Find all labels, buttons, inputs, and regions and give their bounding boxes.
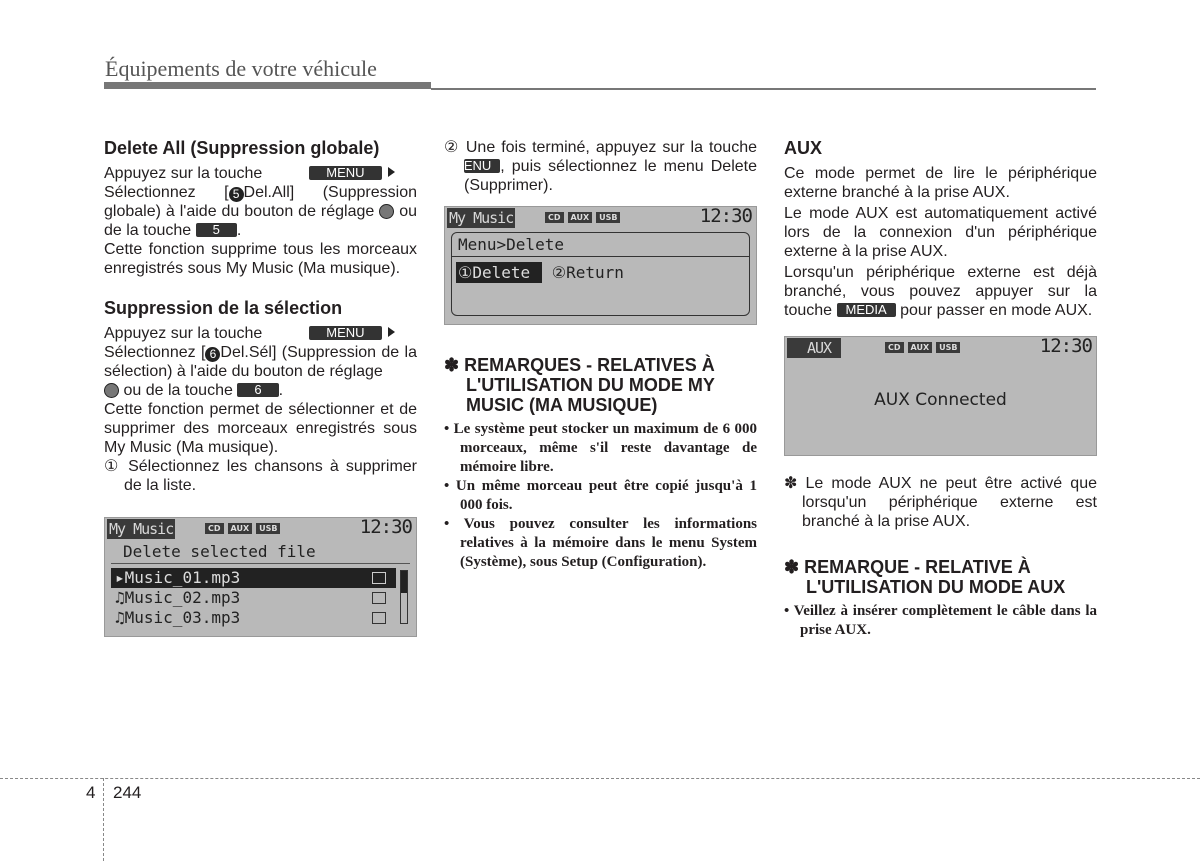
- preset-6-button-label: 6: [237, 383, 278, 397]
- aux-badge: AUX: [908, 342, 933, 353]
- usb-badge: USB: [936, 342, 960, 353]
- screen-my-music-list: [104, 517, 417, 637]
- footer-divider-vertical: [103, 778, 104, 861]
- text: .: [236, 222, 242, 239]
- cd-badge: CD: [885, 342, 904, 353]
- text: Lorsqu'un périphérique externe est déjà branché, vous pouvez appuyer sur la touche: [784, 264, 1097, 319]
- paragraph: [784, 263, 1097, 320]
- text: Appuyez sur la touche: [104, 165, 263, 182]
- aux-message: AUX Connected: [874, 390, 1007, 410]
- number-circle-icon: 5: [229, 187, 244, 202]
- cd-badge: CD: [205, 523, 224, 534]
- remark-item: • Un même morceau peut être copié jusqu'à 1 000 fois.: [444, 478, 757, 513]
- checkbox-icon: [372, 592, 386, 604]
- menu-button-label: MENU: [309, 166, 381, 180]
- arrow-right-icon: [388, 327, 395, 337]
- aux-badge: AUX: [228, 523, 253, 534]
- page-number: 244: [113, 783, 142, 802]
- file-name: Music_03.mp3: [124, 608, 241, 627]
- remark-list: [444, 420, 757, 572]
- screen-clock: 12:30: [1039, 336, 1092, 357]
- aux-badge: AUX: [568, 212, 593, 223]
- paragraph: [104, 164, 417, 240]
- chapter-number: 4: [86, 783, 96, 802]
- usb-badge: USB: [256, 523, 280, 534]
- menu-path: Menu>Delete: [452, 233, 749, 257]
- paragraph: Cette fonction supprime tous les morceaux enregistrés sous My Music (Ma musique).: [104, 241, 417, 277]
- usb-badge: USB: [596, 212, 620, 223]
- aux-note: ✽ Le mode AUX ne peut être activé que lorsqu'un périphérique externe est branché à la prise AUX.: [784, 475, 1097, 530]
- section-title-selection: Suppression de la sélection: [104, 298, 343, 318]
- column-right: [784, 138, 1097, 640]
- text: Del.All] (Suppression globale) à l'aide du bouton de réglage: [104, 184, 417, 220]
- paragraph: Le mode AUX est automatiquement activé lors de la connexion d'un périphérique externe à la prise AUX.: [784, 205, 1097, 260]
- header-rule: [104, 82, 431, 89]
- page-header-title: Équipements de votre véhicule: [105, 56, 377, 81]
- return-option: ②Return: [551, 263, 624, 282]
- step-2: [444, 138, 757, 195]
- text: Sélectionnez [: [104, 184, 229, 201]
- media-button-label: MEDIA: [837, 303, 896, 317]
- text: Appuyez sur la touche: [104, 325, 263, 342]
- screen-mode-label: My Music: [449, 209, 514, 227]
- text: Sélectionnez [: [104, 344, 206, 361]
- screen-mode-label: My Music: [109, 520, 174, 538]
- remark-title-aux: ✽ REMARQUE - RELATIVE À L'UTILISATION DU MODE AUX: [784, 557, 1066, 597]
- screen-clock: 12:30: [699, 206, 752, 227]
- remark-item: • Vous pouvez consulter les informations relatives à la mémoire dans le menu System (Système), sous Setup (Configuration).: [444, 516, 757, 570]
- tune-knob-icon: [379, 204, 394, 219]
- header-rule-thin: [431, 88, 1096, 90]
- screen-menu-delete: [444, 206, 757, 325]
- music-note-icon: ♫: [115, 588, 125, 607]
- file-name: Music_01.mp3: [124, 568, 241, 587]
- remark-item: • Le système peut stocker un maximum de 6 000 morceaux, même s'il reste davantage de mémoire libre.: [444, 421, 757, 475]
- paragraph: [104, 324, 417, 400]
- text: , puis sélectionnez le menu Delete (Supprimer).: [464, 158, 757, 194]
- preset-5-button-label: 5: [196, 223, 237, 237]
- delete-option: ①Delete: [456, 262, 542, 283]
- text: pour passer en mode AUX.: [900, 302, 1093, 319]
- play-icon: ▸: [115, 568, 125, 587]
- file-row: [111, 568, 396, 588]
- scrollbar: [400, 570, 408, 624]
- text: ② Une fois terminé, appuyez sur la touche: [444, 139, 757, 156]
- paragraph: Cette fonction permet de sélectionner et de supprimer des morceaux enregistrés sous My Music (Ma musique).: [104, 401, 417, 456]
- file-name: Music_02.mp3: [124, 588, 241, 607]
- checkbox-icon: [372, 612, 386, 624]
- menu-dialog: [451, 232, 750, 316]
- screen-clock: 12:30: [359, 517, 412, 538]
- menu-button-label: MENU: [309, 326, 381, 340]
- footer-divider: [0, 778, 1200, 779]
- step-1: ① Sélectionnez les chansons à supprimer de la liste.: [104, 458, 417, 494]
- checkbox-icon: [372, 572, 386, 584]
- column-middle: [444, 138, 757, 572]
- column-left: [104, 138, 417, 637]
- screen-heading: Delete selected file: [111, 540, 410, 564]
- remark-list: [784, 602, 1097, 640]
- remark-title-my-music: ✽ REMARQUES - RELATIVES À L'UTILISATION DU MODE MY MUSIC (MA MUSIQUE): [444, 355, 715, 415]
- tune-knob-icon: [104, 383, 119, 398]
- file-row: [111, 588, 396, 608]
- remark-item: • Veillez à insérer complètement le câble dans la prise AUX.: [784, 603, 1097, 638]
- section-title-aux: AUX: [784, 138, 823, 158]
- text: ou de la touche: [104, 203, 417, 239]
- music-note-icon: ♫: [115, 608, 125, 627]
- section-title-delete-all: Delete All (Suppression globale): [104, 138, 380, 158]
- screen-mode-label: AUX: [787, 338, 841, 358]
- paragraph: Ce mode permet de lire le périphérique externe branché à la prise AUX.: [784, 165, 1097, 201]
- file-row: [111, 608, 396, 628]
- text: ou de la touche: [123, 382, 233, 399]
- screen-aux: [784, 336, 1097, 456]
- text: .: [278, 382, 284, 399]
- menu-button-label: MENU: [464, 159, 500, 173]
- number-circle-icon: 6: [205, 347, 220, 362]
- arrow-right-icon: [388, 167, 395, 177]
- text: Del.Sél] (Suppression de la sélection) à l'aide du bouton de réglage: [104, 344, 417, 380]
- cd-badge: CD: [545, 212, 564, 223]
